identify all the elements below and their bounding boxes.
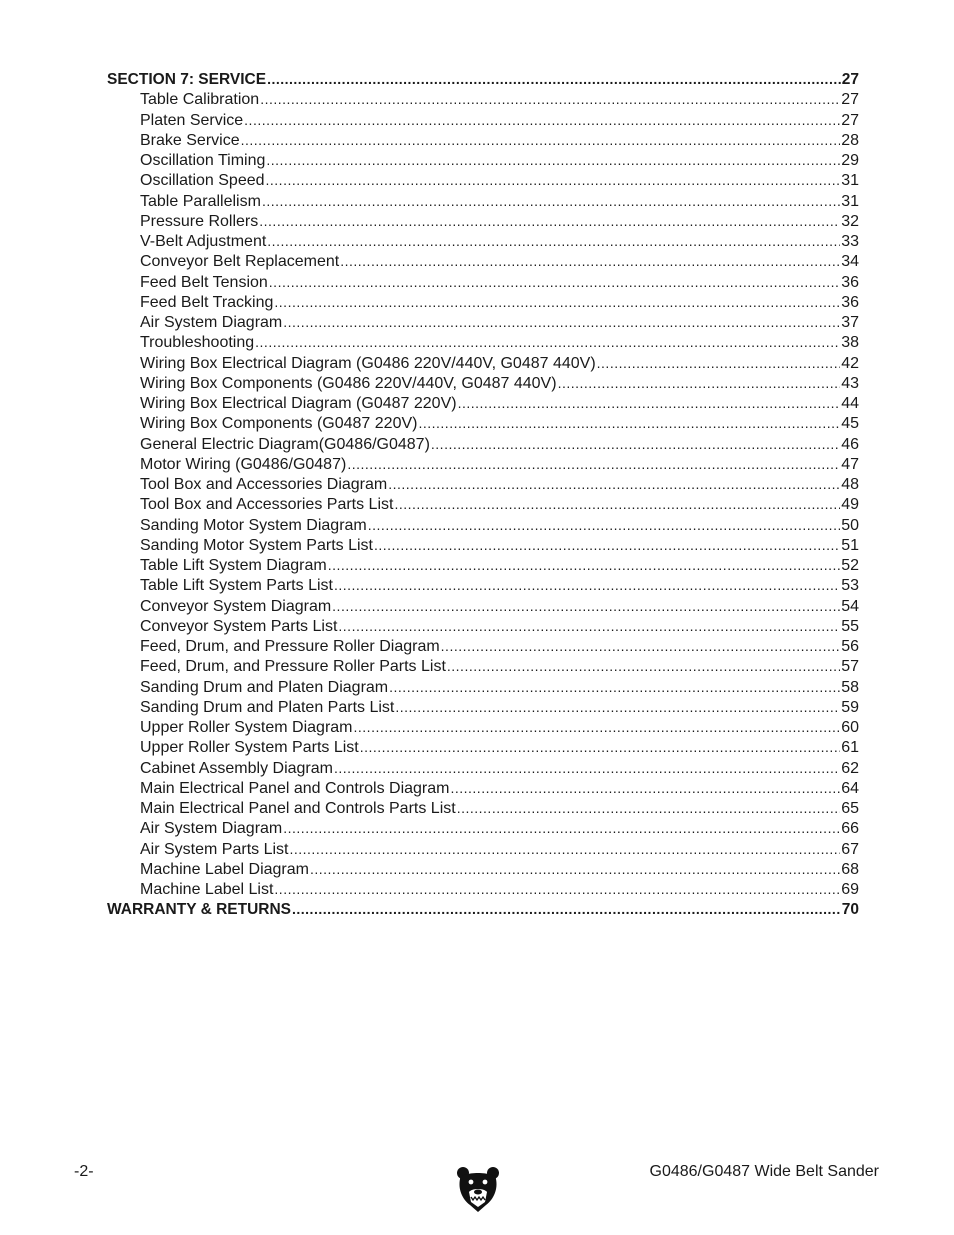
toc-entry[interactable] [107,575,859,595]
toc-entry-title: Conveyor System Parts List [140,617,338,635]
toc-section-entry[interactable] [107,899,859,919]
toc-entry[interactable] [107,636,859,656]
toc-entry-title: Machine Label List [140,881,274,898]
toc-entry[interactable] [107,150,859,170]
dot-leader [450,778,840,798]
toc-entry[interactable] [107,89,859,109]
toc-entry-page: 29 [841,152,859,169]
toc-entry[interactable] [107,454,859,474]
toc-entry-title: Upper Roller System Parts List [140,739,359,757]
dot-leader [255,332,840,352]
dot-leader [260,89,840,109]
toc-entry[interactable] [107,191,859,211]
dot-leader [354,717,841,737]
toc-entry-title: Table Lift System Parts List [140,577,333,595]
toc-entry-title: Cabinet Assembly Diagram [140,759,333,777]
toc-entry-title: Feed, Drum, and Pressure Roller Parts List [140,658,446,676]
toc-entry-page: 54 [841,597,859,615]
toc-entry-title: SECTION 7: SERVICE [107,71,267,88]
dot-leader [266,170,841,190]
dot-leader [388,474,840,494]
dot-leader [340,251,840,271]
dot-leader [334,758,840,778]
toc-entry-title: Sanding Drum and Platen Parts List [140,698,395,716]
toc-entry[interactable] [107,758,859,778]
toc-entry-page: 55 [841,617,859,635]
toc-entry-title: Feed, Drum, and Pressure Roller Diagram [140,638,440,655]
toc-entry-page: 68 [841,860,859,878]
dot-leader [328,555,840,575]
toc-entry-title: WARRANTY & RETURNS [107,901,291,919]
toc-entry-page: 50 [841,516,859,534]
dot-leader [447,656,840,676]
toc-entry-page: 31 [841,172,859,190]
toc-entry[interactable] [107,474,859,494]
toc-entry[interactable] [107,737,859,757]
toc-entry-page: 61 [841,739,859,757]
dot-leader [418,413,840,433]
toc-entry-page: 44 [841,395,859,412]
table-of-contents [107,69,859,920]
toc-entry-page: 56 [841,638,859,655]
toc-entry-page: 34 [841,253,859,271]
dot-leader [292,899,841,919]
toc-entry-page: 67 [841,840,859,858]
toc-entry-page: 60 [841,719,859,736]
toc-entry-title: Sanding Drum and Platen Diagram [140,678,389,696]
toc-entry-page: 28 [841,131,859,149]
toc-entry-title: Wiring Box Components (G0487 220V) [140,415,418,433]
dot-leader [332,596,840,616]
toc-entry-page: 27 [841,111,859,129]
toc-entry-title: Table Lift System Diagram [140,557,327,574]
toc-entry-title: Wiring Box Electrical Diagram (G0487 220V) [140,395,457,412]
toc-entry[interactable] [107,859,859,879]
toc-entry-page: 58 [841,678,859,696]
toc-entry-title: Brake Service [140,131,240,149]
toc-entry[interactable] [107,494,859,514]
toc-entry-page: 48 [841,476,859,493]
dot-leader [269,272,840,292]
toc-entry[interactable] [107,656,859,676]
toc-entry[interactable] [107,393,859,413]
toc-entry[interactable] [107,535,859,555]
toc-entry-page: 69 [841,881,859,898]
toc-entry-title: Table Calibration [140,91,260,109]
dot-leader [347,454,840,474]
toc-entry-page: 38 [841,334,859,352]
toc-entry[interactable] [107,231,859,251]
toc-entry-page: 49 [841,496,859,514]
dot-leader [289,839,840,859]
dot-leader [259,211,840,231]
toc-entry[interactable] [107,818,859,838]
toc-entry-title: Air System Parts List [140,840,289,858]
toc-entry-title: Main Electrical Panel and Controls Parts List [140,800,456,817]
toc-entry-title: Oscillation Timing [140,152,266,169]
toc-entry-title: Wiring Box Components (G0486 220V/440V, G0487 440V) [140,374,557,392]
dot-leader [360,737,840,757]
bear-head-logo-icon [456,1165,500,1213]
toc-entry-title: Tool Box and Accessories Parts List [140,496,394,514]
toc-entry-title: Troubleshooting [140,334,255,352]
toc-entry[interactable] [107,312,859,332]
toc-entry-page: 65 [841,800,859,817]
dot-leader [374,535,840,555]
toc-entry-page: 62 [841,759,859,777]
toc-entry-page: 42 [841,354,859,372]
toc-entry-page: 53 [841,577,859,595]
toc-entry[interactable] [107,879,859,899]
page-number: -2- [74,1163,94,1180]
dot-leader [597,353,841,373]
dot-leader [558,373,841,393]
dot-leader [394,494,840,514]
toc-entry-title: General Electric Diagram(G0486/G0487) [140,435,430,453]
dot-leader [274,292,840,312]
dot-leader [457,798,841,818]
toc-entry[interactable] [107,292,859,312]
dot-leader [334,575,840,595]
document-title: G0486/G0487 Wide Belt Sander [649,1163,879,1180]
toc-entry[interactable] [107,839,859,859]
dot-leader [368,515,840,535]
toc-entry-page: 37 [841,314,859,331]
dot-leader [267,69,841,89]
dot-leader [241,130,841,150]
toc-entry[interactable] [107,332,859,352]
toc-entry-page: 57 [841,658,859,676]
toc-entry-title: Tool Box and Accessories Diagram [140,476,388,493]
toc-entry-title: Feed Belt Tension [140,273,268,291]
dot-leader [310,859,840,879]
toc-entry-page: 27 [841,91,859,109]
toc-entry-page: 59 [841,698,859,716]
toc-entry-page: 51 [841,536,859,554]
toc-entry-page: 27 [841,71,859,88]
toc-entry[interactable] [107,413,859,433]
dot-leader [338,616,840,636]
toc-entry[interactable] [107,697,859,717]
dot-leader [283,818,840,838]
toc-entry-title: Conveyor Belt Replacement [140,253,340,271]
dot-leader [458,393,841,413]
toc-entry[interactable] [107,170,859,190]
toc-entry[interactable] [107,596,859,616]
toc-entry-page: 64 [841,779,859,797]
toc-entry-title: Machine Label Diagram [140,860,309,878]
dot-leader [431,434,840,454]
toc-entry[interactable] [107,353,859,373]
dot-leader [262,191,840,211]
toc-entry-title: Sanding Motor System Parts List [140,536,373,554]
toc-entry-page: 52 [841,557,859,574]
toc-entry[interactable] [107,211,859,231]
toc-entry-page: 45 [841,415,859,433]
toc-entry-page: 31 [841,192,859,210]
toc-entry-title: Sanding Motor System Diagram [140,516,367,534]
toc-entry[interactable] [107,616,859,636]
toc-entry[interactable] [107,717,859,737]
toc-entry-title: Oscillation Speed [140,172,265,190]
dot-leader [389,677,840,697]
dot-leader [266,150,840,170]
dot-leader [267,231,840,251]
toc-entry-title: Conveyor System Diagram [140,597,332,615]
dot-leader [244,110,840,130]
toc-entry-title: Feed Belt Tracking [140,293,274,311]
toc-entry-title: Pressure Rollers [140,212,259,230]
toc-entry[interactable] [107,434,859,454]
toc-entry[interactable] [107,373,859,393]
toc-entry[interactable] [107,778,859,798]
toc-entry[interactable] [107,798,859,818]
dot-leader [274,879,840,899]
toc-entry-page: 33 [841,233,859,250]
toc-entry-title: Air System Diagram [140,314,283,331]
toc-entry[interactable] [107,130,859,150]
toc-entry-page: 36 [841,273,859,291]
toc-entry-page: 66 [841,820,859,838]
toc-entry[interactable] [107,110,859,130]
toc-entry-page: 47 [841,455,859,473]
toc-entry-title: Air System Diagram [140,820,283,838]
toc-entry[interactable] [107,677,859,697]
toc-entry[interactable] [107,251,859,271]
toc-entry-page: 32 [841,212,859,230]
toc-entry-title: Wiring Box Electrical Diagram (G0486 220V/440V, G0487 440V) [140,354,596,372]
dot-leader [283,312,840,332]
toc-entry-title: Main Electrical Panel and Controls Diagram [140,779,450,797]
dot-leader [395,697,840,717]
toc-entry-title: V-Belt Adjustment [140,233,267,250]
toc-entry[interactable] [107,272,859,292]
toc-entry-title: Upper Roller System Diagram [140,719,353,736]
dot-leader [441,636,841,656]
toc-entry-page: 70 [841,901,859,919]
toc-entry-title: Table Parallelism [140,192,261,210]
toc-entry-page: 46 [841,435,859,453]
toc-entry-title: Platen Service [140,111,244,129]
toc-entry[interactable] [107,515,859,535]
toc-entry[interactable] [107,555,859,575]
toc-section-entry[interactable] [107,69,859,89]
toc-entry-title: Motor Wiring (G0486/G0487) [140,455,347,473]
toc-entry-page: 43 [841,374,859,392]
toc-entry-page: 36 [841,293,859,311]
